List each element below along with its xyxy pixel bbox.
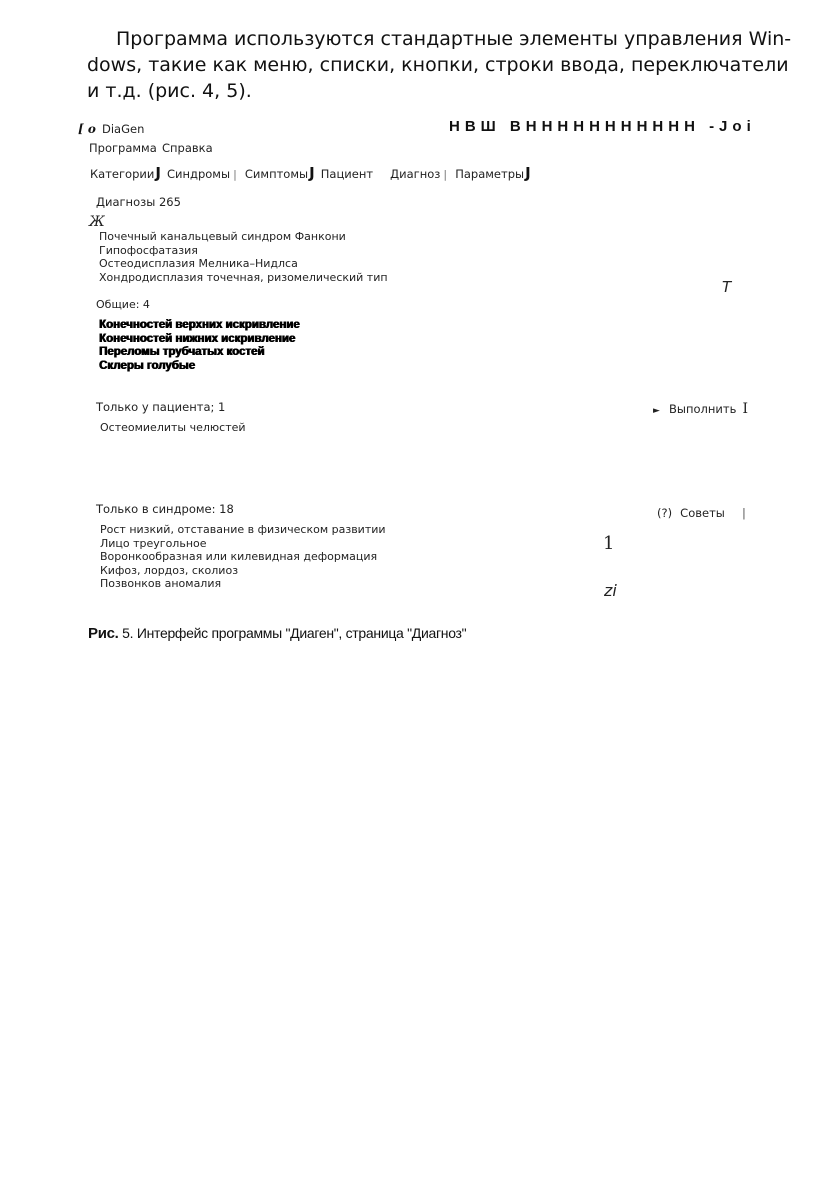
- list-item[interactable]: Почечный канальцевый синдром Фанкони: [99, 230, 346, 243]
- patient-only-list[interactable]: [100, 421, 246, 435]
- list-item[interactable]: Воронкообразная или килевидная деформация: [100, 550, 378, 563]
- syndrome-only-list[interactable]: [100, 523, 386, 591]
- list-item[interactable]: Лицо треугольное: [100, 536, 207, 550]
- intro-line-1: Программа используются стандартные элементы управления Win-: [116, 28, 792, 50]
- diagnoses-label: Диагнозы 265: [96, 195, 181, 209]
- menu-item-program[interactable]: Программа: [89, 141, 157, 155]
- list-item[interactable]: Конечностей нижних искривление: [99, 332, 296, 345]
- intro-line-3: и т.д. (рис. 4, 5).: [87, 80, 252, 102]
- tab-separator: J: [525, 164, 531, 182]
- patient-only-label: Только у пациента; 1: [96, 400, 226, 414]
- tab-symptoms[interactable]: Симптомы: [244, 167, 309, 181]
- tab-syndromes[interactable]: Синдромы: [167, 167, 231, 181]
- list-item[interactable]: Конечностей верхних искривление: [99, 319, 300, 331]
- caption-text: Интерфейс программы "Диаген", страница "Диагноз": [136, 625, 467, 641]
- list-item[interactable]: Кифоз, лордоз, сколиоз: [100, 563, 239, 577]
- common-label: Общие: 4: [96, 298, 150, 311]
- run-button-label: Выполнить: [669, 402, 737, 416]
- list-item[interactable]: Переломы трубчатых костей: [99, 346, 265, 358]
- list-item[interactable]: Гипофосфатазия: [99, 243, 198, 257]
- intro-line-2: dows, такие как меню, списки, кнопки, строки ввода, переключатели: [87, 54, 789, 76]
- window-title-bar-garbled: НВШ ВННННННННННН -Joi: [449, 118, 756, 135]
- tab-parameters[interactable]: Параметры: [455, 167, 525, 181]
- tab-separator: |: [443, 168, 448, 181]
- tips-button-bar: |: [741, 506, 746, 520]
- stray-glyph-t: T: [722, 278, 732, 296]
- list-item[interactable]: Хондродисплазия точечная, ризомелический тип: [99, 270, 388, 284]
- syndrome-only-label: Только в синдроме: 18: [96, 502, 234, 516]
- caption-number: 5.: [122, 625, 134, 641]
- tab-separator: |: [233, 168, 237, 181]
- run-button[interactable]: [653, 398, 748, 417]
- tab-separator: J: [155, 164, 161, 182]
- diagnoses-marker-glyph: Ж: [89, 214, 105, 230]
- tab-patient[interactable]: Пациент: [320, 167, 374, 181]
- common-list[interactable]: [99, 319, 300, 373]
- caption-label: Рис.: [88, 625, 119, 642]
- help-icon: (?): [657, 506, 673, 520]
- run-button-bar: I: [742, 401, 748, 417]
- stray-glyph-zi: zi: [604, 581, 617, 600]
- list-item[interactable]: Позвонков аномалия: [100, 577, 222, 590]
- tab-diagnosis[interactable]: Диагноз: [390, 167, 441, 181]
- window-title: DiaGen: [102, 122, 145, 136]
- tab-bar: [90, 163, 532, 182]
- play-arrow-icon: ►: [653, 406, 660, 416]
- stray-glyph-one: 1: [603, 533, 615, 554]
- list-item[interactable]: Остеомиелиты челюстей: [100, 421, 246, 434]
- tips-button-label: Советы: [680, 506, 725, 520]
- tips-button[interactable]: [657, 502, 746, 521]
- diagnoses-list[interactable]: [99, 230, 388, 284]
- menu-item-help[interactable]: Справка: [162, 141, 213, 155]
- app-icon: [ o: [78, 122, 96, 136]
- list-item[interactable]: Остеодисплазия Мелника–Нидлса: [99, 257, 298, 270]
- tab-separator: J: [309, 164, 315, 182]
- list-item[interactable]: Склеры голубые: [99, 359, 196, 372]
- figure-caption: [88, 625, 466, 642]
- tab-categories[interactable]: Категории: [90, 167, 155, 181]
- list-item[interactable]: Рост низкий, отставание в физическом развитии: [100, 523, 386, 536]
